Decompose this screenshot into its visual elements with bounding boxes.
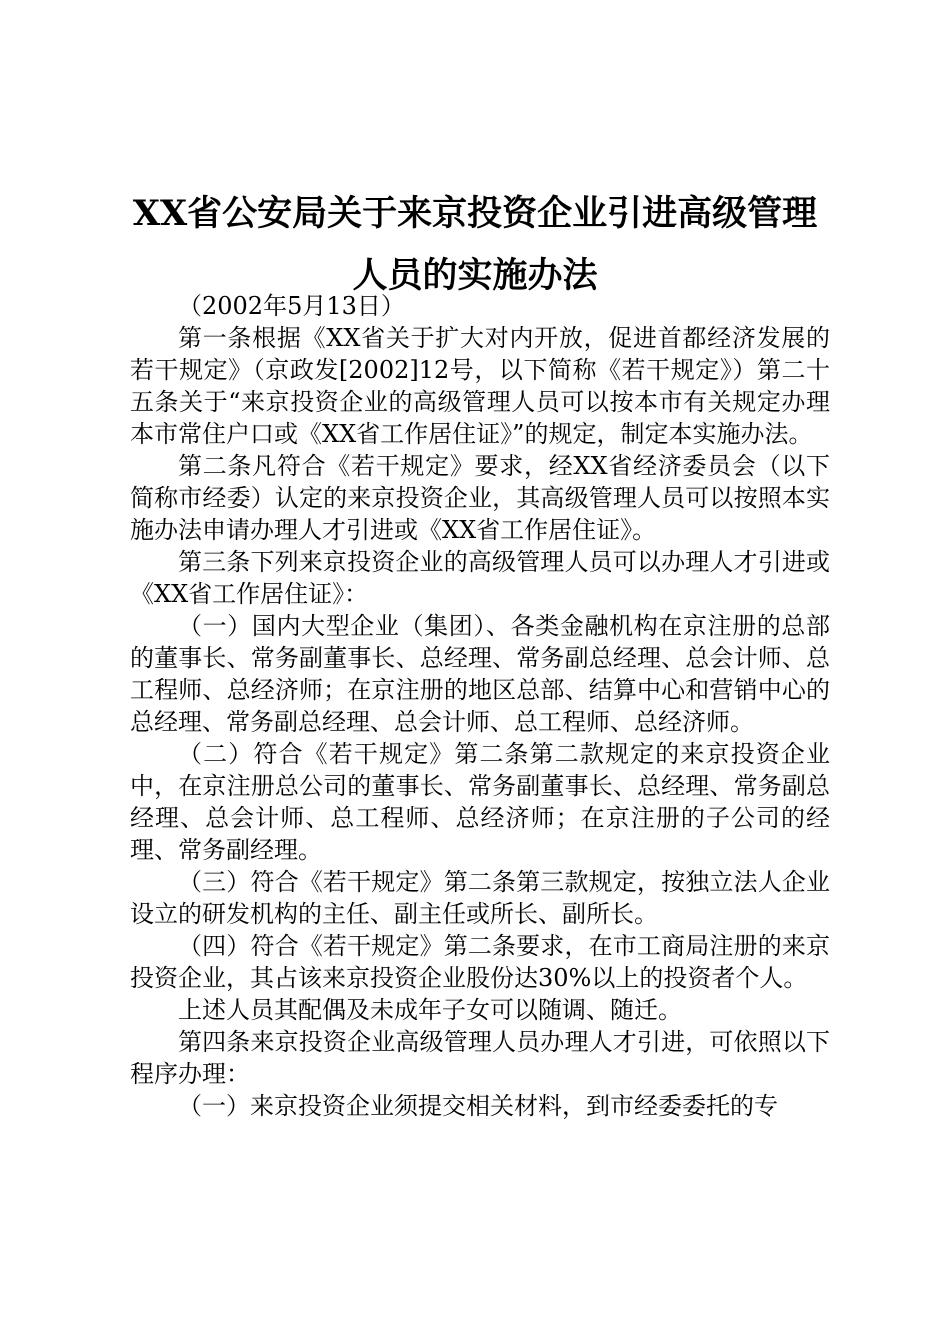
dependents-note: 上述人员其配偶及未成年子女可以随调、随迁。 — [178, 996, 682, 1024]
article-3-item-3: （三）符合《若干规定》第二条第三款规定，按独立法人企业设立的研发机构的主任、副主任或所长、副所长。 — [130, 868, 830, 928]
document-title-line1: XX省公安局关于来京投资企业引进高级管理 — [132, 193, 818, 234]
article-4-item-1: （一）来京投资企业须提交相关材料，到市经委委托的专 — [178, 1092, 778, 1120]
article-3: 第三条下列来京投资企业的高级管理人员可以办理人才引进或《XX省工作居住证》： — [130, 548, 830, 608]
article-3-item-2: （二）符合《若干规定》第二条第二款规定的来京投资企业中，在京注册总公司的董事长、常务副董事长、总经理、常务副总经理、总会计师、总工程师、总经济师；在京注册的子公司的经理、常务副经理。 — [130, 740, 830, 864]
article-2: 第二条凡符合《若干规定》要求，经XX省经济委员会（以下简称市经委）认定的来京投资企业，其高级管理人员可以按照本实施办法申请办理人才引进或《XX省工作居住证》。 — [130, 452, 830, 544]
document-title-line2: 人员的实施办法 — [352, 255, 598, 296]
document-date: （2002年5月13日） — [178, 292, 405, 320]
article-1: 第一条根据《XX省关于扩大对内开放，促进首都经济发展的若干规定》（京政发[2002]12号，以下简称《若干规定》）第二十五条关于“来京投资企业的高级管理人员可以按本市有关规定办理本市常住户口或《XX省工作居住证》”的规定，制定本实施办法。 — [130, 324, 830, 448]
article-3-item-1: （一）国内大型企业（集团）、各类金融机构在京注册的总部的董事长、常务副董事长、总经理、常务副总经理、总会计师、总工程师、总经济师；在京注册的地区总部、结算中心和营销中心的总经理、常务副总经理、总会计师、总工程师、总经济师。 — [130, 612, 830, 736]
article-4: 第四条来京投资企业高级管理人员办理人才引进，可依照以下程序办理： — [130, 1028, 830, 1088]
document-body — [130, 290, 830, 1122]
article-3-item-4: （四）符合《若干规定》第二条要求，在市工商局注册的来京投资企业，其占该来京投资企业股份达30%以上的投资者个人。 — [130, 932, 830, 992]
